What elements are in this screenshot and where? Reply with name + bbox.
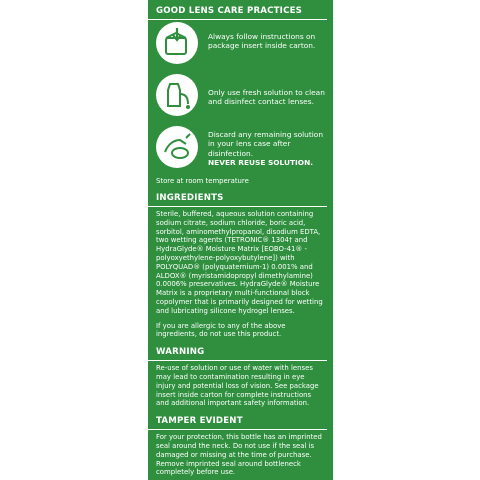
practice-item <box>148 72 333 124</box>
practice-item <box>148 20 333 72</box>
package-insert-icon <box>156 22 198 64</box>
practice-item <box>148 124 333 174</box>
tamper-text: For your protection, this bottle has an imprinted seal around the neck. Do not use if the seal is damaged or missing at the time of purchase. Remove imprinted seal around bottleneck completely before use. <box>156 433 322 477</box>
tamper-heading: TAMPER EVIDENT <box>148 414 327 430</box>
ingredients-text: Sterile, buffered, aqueous solution containing sodium citrate, sodium chloride, boric acid, sorbitol, aminomethylpropanol, disodium EDTA, two wetting agents (TETRONIC® 1304† and HydraGlyde® Moisture Matrix [EOBO-41® -polyoxyethylene-polyoxybutylene]) with POLYQUAD® (polyquaternium-1) 0.001% and ALDOX® (myristamidopropyl dimethylamine) 0.0006% preservatives. HydraGlyde® Moisture Matrix is a proprietary multi-functional block copolymer that is primarily designed for wetting and lubricating silicone hydrogel lenses. <box>156 210 323 315</box>
storage-text: Store at room temperature <box>156 177 249 185</box>
practices-heading: GOOD LENS CARE PRACTICES <box>148 0 327 20</box>
never-reuse-text: NEVER REUSE SOLUTION. <box>208 158 314 168</box>
label-panel <box>148 0 333 480</box>
practice-text: Always follow instructions on package insert inside carton. <box>208 32 316 51</box>
warning-text: Re-use of solution or use of water with lenses may lead to contamination resulting in eye injury and potential loss of vision. See package insert inside carton for complete instructions and additional important safety information. <box>156 364 319 408</box>
allergy-text: If you are allergic to any of the above ingredients, do not use this product. <box>156 321 286 339</box>
lens-case-icon <box>156 126 198 168</box>
practice-text: Only use fresh solution to clean and disinfect contact lenses. <box>208 88 325 107</box>
ingredients-heading: INGREDIENTS <box>148 191 327 207</box>
practice-text <box>208 130 327 168</box>
solution-bottle-icon <box>156 74 198 116</box>
practice-text-body: Discard any remaining solution in your lens case after disinfection. <box>208 130 324 158</box>
warning-heading: WARNING <box>148 345 327 361</box>
